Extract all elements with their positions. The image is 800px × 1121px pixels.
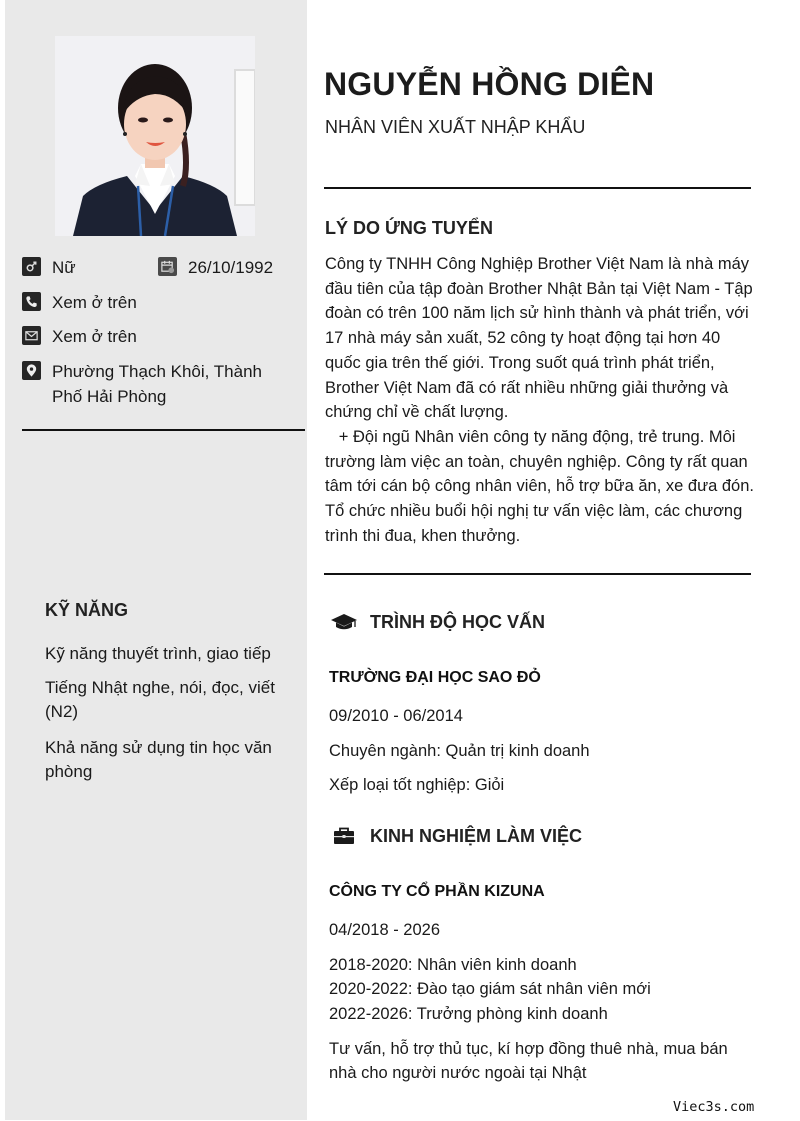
phone-value: Xem ở trên [52, 293, 137, 312]
briefcase-icon [330, 825, 358, 847]
reason-title: LÝ DO ỨNG TUYỂN [325, 218, 493, 238]
gender-value: Nữ [52, 258, 76, 277]
gender-icon [22, 257, 41, 276]
skills-title: KỸ NĂNG [45, 600, 129, 620]
skill-item: Khả năng sử dụng tin học văn phòng [45, 738, 272, 781]
experience-role: 2020-2022: Đào tạo giám sát nhân viên mới [329, 980, 651, 998]
skill-item: Kỹ năng thuyết trình, giao tiếp [45, 644, 271, 663]
reason-body [325, 252, 759, 548]
education-period: 09/2010 - 06/2014 [329, 707, 463, 725]
email-icon [22, 326, 41, 345]
sidebar-divider [22, 429, 305, 431]
contact-gender [22, 255, 76, 280]
email-value: Xem ở trên [52, 327, 137, 346]
experience-title: KINH NGHIỆM LÀM VIỆC [370, 825, 583, 846]
birthday-value: 26/10/1992 [188, 258, 274, 277]
contact-address [22, 359, 287, 409]
experience-description: Tư vấn, hỗ trợ thủ tục, kí hợp đồng thuê nhà, mua bán nhà cho người nước ngoài tại Nhật [329, 1040, 728, 1082]
education-major: Chuyên ngành: Quản trị kinh doanh [329, 742, 590, 760]
graduation-cap-icon [330, 611, 358, 633]
header-divider [324, 187, 751, 189]
school-name: TRƯỜNG ĐẠI HỌC SAO ĐỎ [329, 669, 541, 686]
skill-item: Tiếng Nhật nghe, nói, đọc, viết (N2) [45, 678, 275, 721]
reason-paragraph-2: + Đội ngũ Nhân viên công ty năng động, trẻ trung. Môi trường làm việc an toàn, chuyên nghiệp. Công ty rất quan tâm tới cán bộ công nhân viên, hỗ trợ bữa ăn, xe đưa đón. Tổ chức nhiều buổi hội nghị tư vấn việc làm, các chương trình thi đua, khen thưởng. [325, 427, 759, 545]
company-name: CÔNG TY CỔ PHẦN KIZUNA [329, 883, 545, 900]
phone-icon [22, 292, 41, 311]
education-grade: Xếp loại tốt nghiệp: Giỏi [329, 776, 505, 794]
education-header [330, 611, 545, 633]
address-value: Phường Thạch Khôi, Thành Phố Hải Phòng [52, 362, 262, 406]
contact-birthday [158, 255, 273, 280]
reason-paragraph-1: Công ty TNHH Công Nghiệp Brother Việt Nam là nhà máy đầu tiên của tập đoàn Brother Nhật Bản tại Việt Nam - Tập đoàn có trên 100 năm lịch sử hình thành và phát triển, với 17 nhà máy sản xuất, 52 công ty hoạt động tại hơn 40 quốc gia trên thế giới. Trong suốt quá trình phát triển, Brother Việt Nam đã có rất nhiều những giải thưởng và chứng chỉ về chất lượng. [325, 255, 753, 422]
experience-period: 04/2018 - 2026 [329, 921, 441, 939]
experience-role: 2018-2020: Nhân viên kinh doanh [329, 956, 577, 974]
watermark: Viec3s.com [673, 1099, 755, 1115]
reason-divider [324, 573, 751, 575]
portrait-illustration [55, 36, 255, 236]
profile-photo [55, 36, 255, 236]
candidate-title: NHÂN VIÊN XUẤT NHẬP KHẨU [325, 117, 586, 137]
contact-email [22, 324, 137, 349]
experience-role: 2022-2026: Trưởng phòng kinh doanh [329, 1005, 608, 1023]
candidate-name: NGUYỄN HỒNG DIÊN [324, 66, 655, 102]
calendar-icon [158, 257, 177, 276]
experience-header [330, 825, 582, 847]
education-title: TRÌNH ĐỘ HỌC VẤN [370, 611, 545, 632]
location-pin-icon [22, 361, 41, 380]
contact-phone [22, 290, 137, 315]
